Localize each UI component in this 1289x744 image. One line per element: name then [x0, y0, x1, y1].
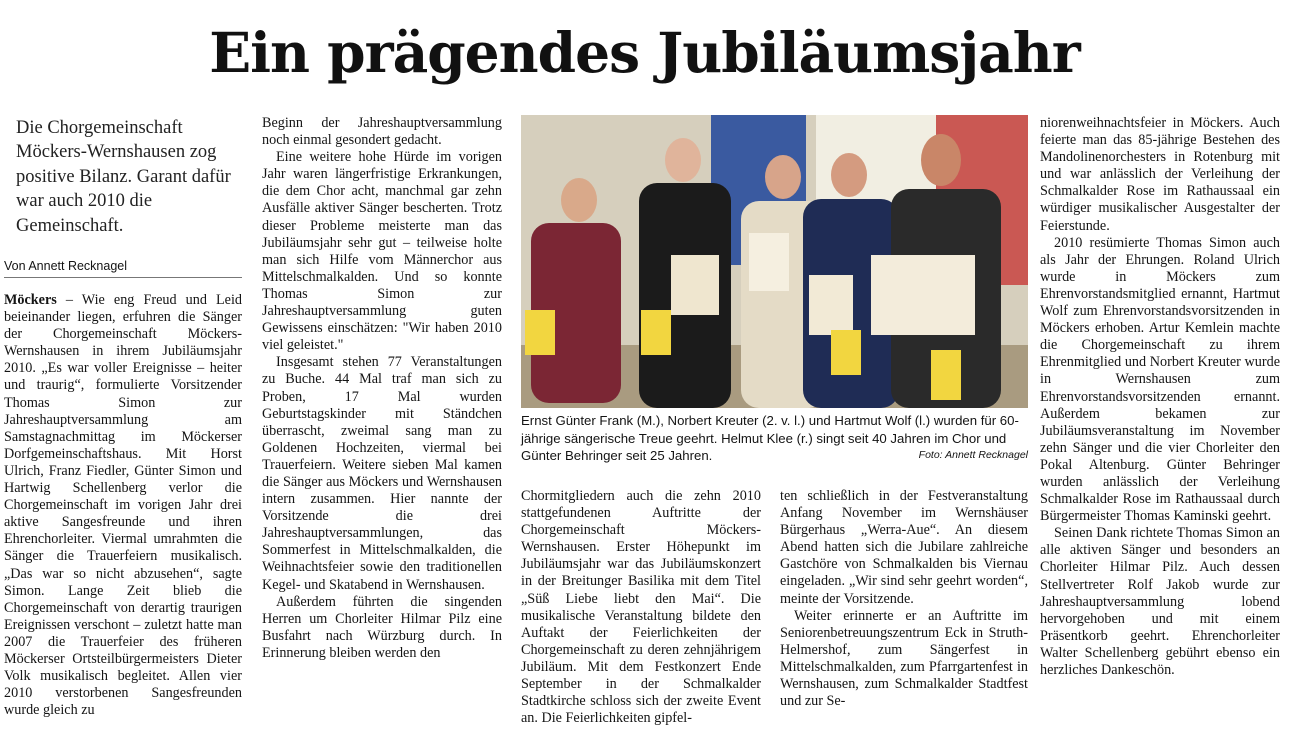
column-3-paragraph: Chormitgliedern auch die zehn 2010 stattgefundenen Auftritte der Chorgemeinschaft Möckers-Wernshausen. Erster Höhepunkt im Jubiläumsjahr war das Jubiläumskonzert in der Breitunger Basilika mit dem Titel „Süß Liebe liebt den Mai“. Die musikalische Veranstaltung bildete den Auftakt der Feierlichkeiten der Chorgemeinschaft zu deren zehnjährigem Jubiläum. Mit dem Festkonzert Ende September in der Schmalkalder Stadtkirche schloss sich der zweite Event an. Die Feierlichkeiten gipfel-: [521, 488, 761, 727]
byline: Von Annett Recknagel: [4, 258, 242, 278]
column-5-paragraph-1: niorenweihnachtsfeier in Möckers. Auch feierte man das 85-jährige Bestehen des Mandolinenorchesters in Rotenburg mit und war anlässlich der Verleihung der Schmalkalder Rose im Rathaussaal ein würdiger musikalischer Ausgestalter der Feierstunde.: [1040, 115, 1280, 234]
column-2-paragraph-4: Außerdem führten die singenden Herren um Chorleiter Hilmar Pilz eine Busfahrt nach Würzburg durch. In Erinnerung bleiben werden den: [262, 593, 502, 661]
column-4-paragraph-2: Weiter erinnerte er an Auftritte im Seniorenbetreuungszentrum Eck in Struth-Helmershof, zum Sängerfest in Mittelschmalkalden, zum Pfarrgartenfest in Wernshausen, zum Schmalkalder Stadtfest und zur Se-: [780, 607, 1028, 710]
column-1-paragraph: Möckers – Wie eng Freud und Leid beieinander liegen, erfuhren die Sänger der Chorgemeinschaft Möckers-Wernshausen in ihrem Jubiläumsjahr 2010. „Es war voller Ereignisse – heiter und traurig“, formulierte Vorsitzender Thomas Simon zur Jahreshauptversammlung am Samstagnachmittag im Möckerser Dorfgemeinschaftshaus. Mit Horst Ulrich, Franz Fiedler, Günter Simon und Hartwig Schellenberg verlor die Chorgemeinschaft im vorigen Jahr drei aktive Sangesfreunde und ihren Ehrenchorleiter. Viermal umrahmten die Sänger die Trauerfeiern musikalisch. „Das war so nicht abzusehen“, sagte Simon. Lange Zeit blieb die Chorgemeinschaft von derartig traurigen Ereignissen verschont – zuletzt hatte man 2007 die Trauerfeier des früheren Möckerser Ortsteilbürgermeisters Dieter Volk musikalisch begleitet. Allen vier 2010 verstorbenen Sangesfreunden wurde gleich zu: [4, 292, 242, 719]
caption-text: Ernst Günter Frank (M.), Norbert Kreuter (2. v. l.) und Hartmut Wolf (l.) wurden für 60-jährige sängerische Treue geehrt. Helmut Klee (r.) singt seit 40 Jahren im Chor und Günter Behringer seit 25 Jahren.: [521, 413, 1019, 464]
headline: Ein prägendes Jubiläumsjahr: [209, 20, 1080, 85]
photo-credit: Foto: Annett Recknagel: [918, 449, 1028, 462]
column-2-paragraph-1: Beginn der Jahreshauptversammlung noch einmal gesondert gedacht.: [262, 115, 502, 149]
column-2-paragraph-2: Eine weitere hohe Hürde im vorigen Jahr waren längerfristige Erkrankungen, die dem Chor acht, manchmal gar zehn Ausfälle aktiver Sänger bescherten. Trotz dieser Probleme meisterte man das Jubiläumsjahr sehr gut – teilweise holte man sich Hilfe vom Männerchor aus Mittelschmalkalden. Und so konnte Thomas Simon zur Jahreshauptversammlung guten Gewissens einschätzen: "Wir haben 2010 viel geleistet.": [262, 149, 502, 354]
column-1: [4, 292, 242, 719]
dateline: Möckers: [4, 292, 57, 308]
column-4-paragraph-1: ten schließlich in der Festveranstaltung Anfang November im Wernshäuser Bürgerhaus „Werra-Aue“. An diesem Abend hatten sich die Jubilare zahlreiche Gastchöre von Schmalkalden bis Viernau eingeladen. „Wir sind sehr geehrt worden“, meinte der Vorsitzende.: [780, 488, 1028, 607]
column-3: [521, 488, 761, 727]
column-5-paragraph-2: 2010 resümierte Thomas Simon auch als Jahr der Ehrungen. Roland Ulrich wurde in Möckers zum Ehrenvorstandsmitglied ernannt, Hartmut Wolf zum Ehrenvorstandsvorsitzenden in Möckers erhoben. Artur Kemlein machte die Chorgemeinschaft zu ihrem Ehrenmitglied und Norbert Kreuter wurde in Wernshausen zum Ehrenvorstandsvorsitzenden ernannt. Außerdem bekamen zur Jubiläumsveranstaltung im November zehn Sänger und die vier Chorleiter den Pokal Altenburg. Günter Behringer wurden anlässlich der Verleihung Schmalkalder Rose im Rathaussaal durch Bürgermeister Thomas Kaminski geehrt.: [1040, 234, 1280, 525]
column-5-paragraph-3: Seinen Dank richtete Thomas Simon an alle aktiven Sänger und besonders an Chorleiter Hilmar Pilz. Auch dessen Stellvertreter Rolf Jakob wurde zur Jahreshauptversammlung lobend hervorgehoben und mit einem Präsentkorb geehrt. Ehrenchorleiter Walter Schellenberg gebührt ebenso ein herzliches Dankeschön.: [1040, 525, 1280, 678]
column-4: [780, 488, 1028, 710]
photo-illustration: [521, 115, 1028, 408]
column-5: [1040, 115, 1280, 679]
photo-caption: [521, 412, 1028, 465]
column-2: [262, 115, 502, 662]
lead-text: Die Chorgemeinschaft Möckers-Wernshausen zog positive Bilanz. Garant dafür war auch 2010 die Gemeinschaft.: [16, 118, 231, 236]
column-2-paragraph-3: Insgesamt stehen 77 Veranstaltungen zu Buche. 44 Mal traf man sich zu Proben, 17 Mal wurden Geburtstagskinder mit Ständchen überrascht, zweimal sang man zu Goldenen Hochzeiten, viermal bei Trauerfeiern. Weitere sieben Mal kamen die Sänger aus Möckers und Wernshausen intern zusammen. Hier nannte der Vorsitzende die drei Jahreshauptversammlungen, das Sommerfest in Mittelschmalkalden, die Weihnachtsfeier sowie den traditionellen Kegel- und Skatabend in Wernshausen.: [262, 354, 502, 593]
group-photo: [521, 115, 1028, 408]
